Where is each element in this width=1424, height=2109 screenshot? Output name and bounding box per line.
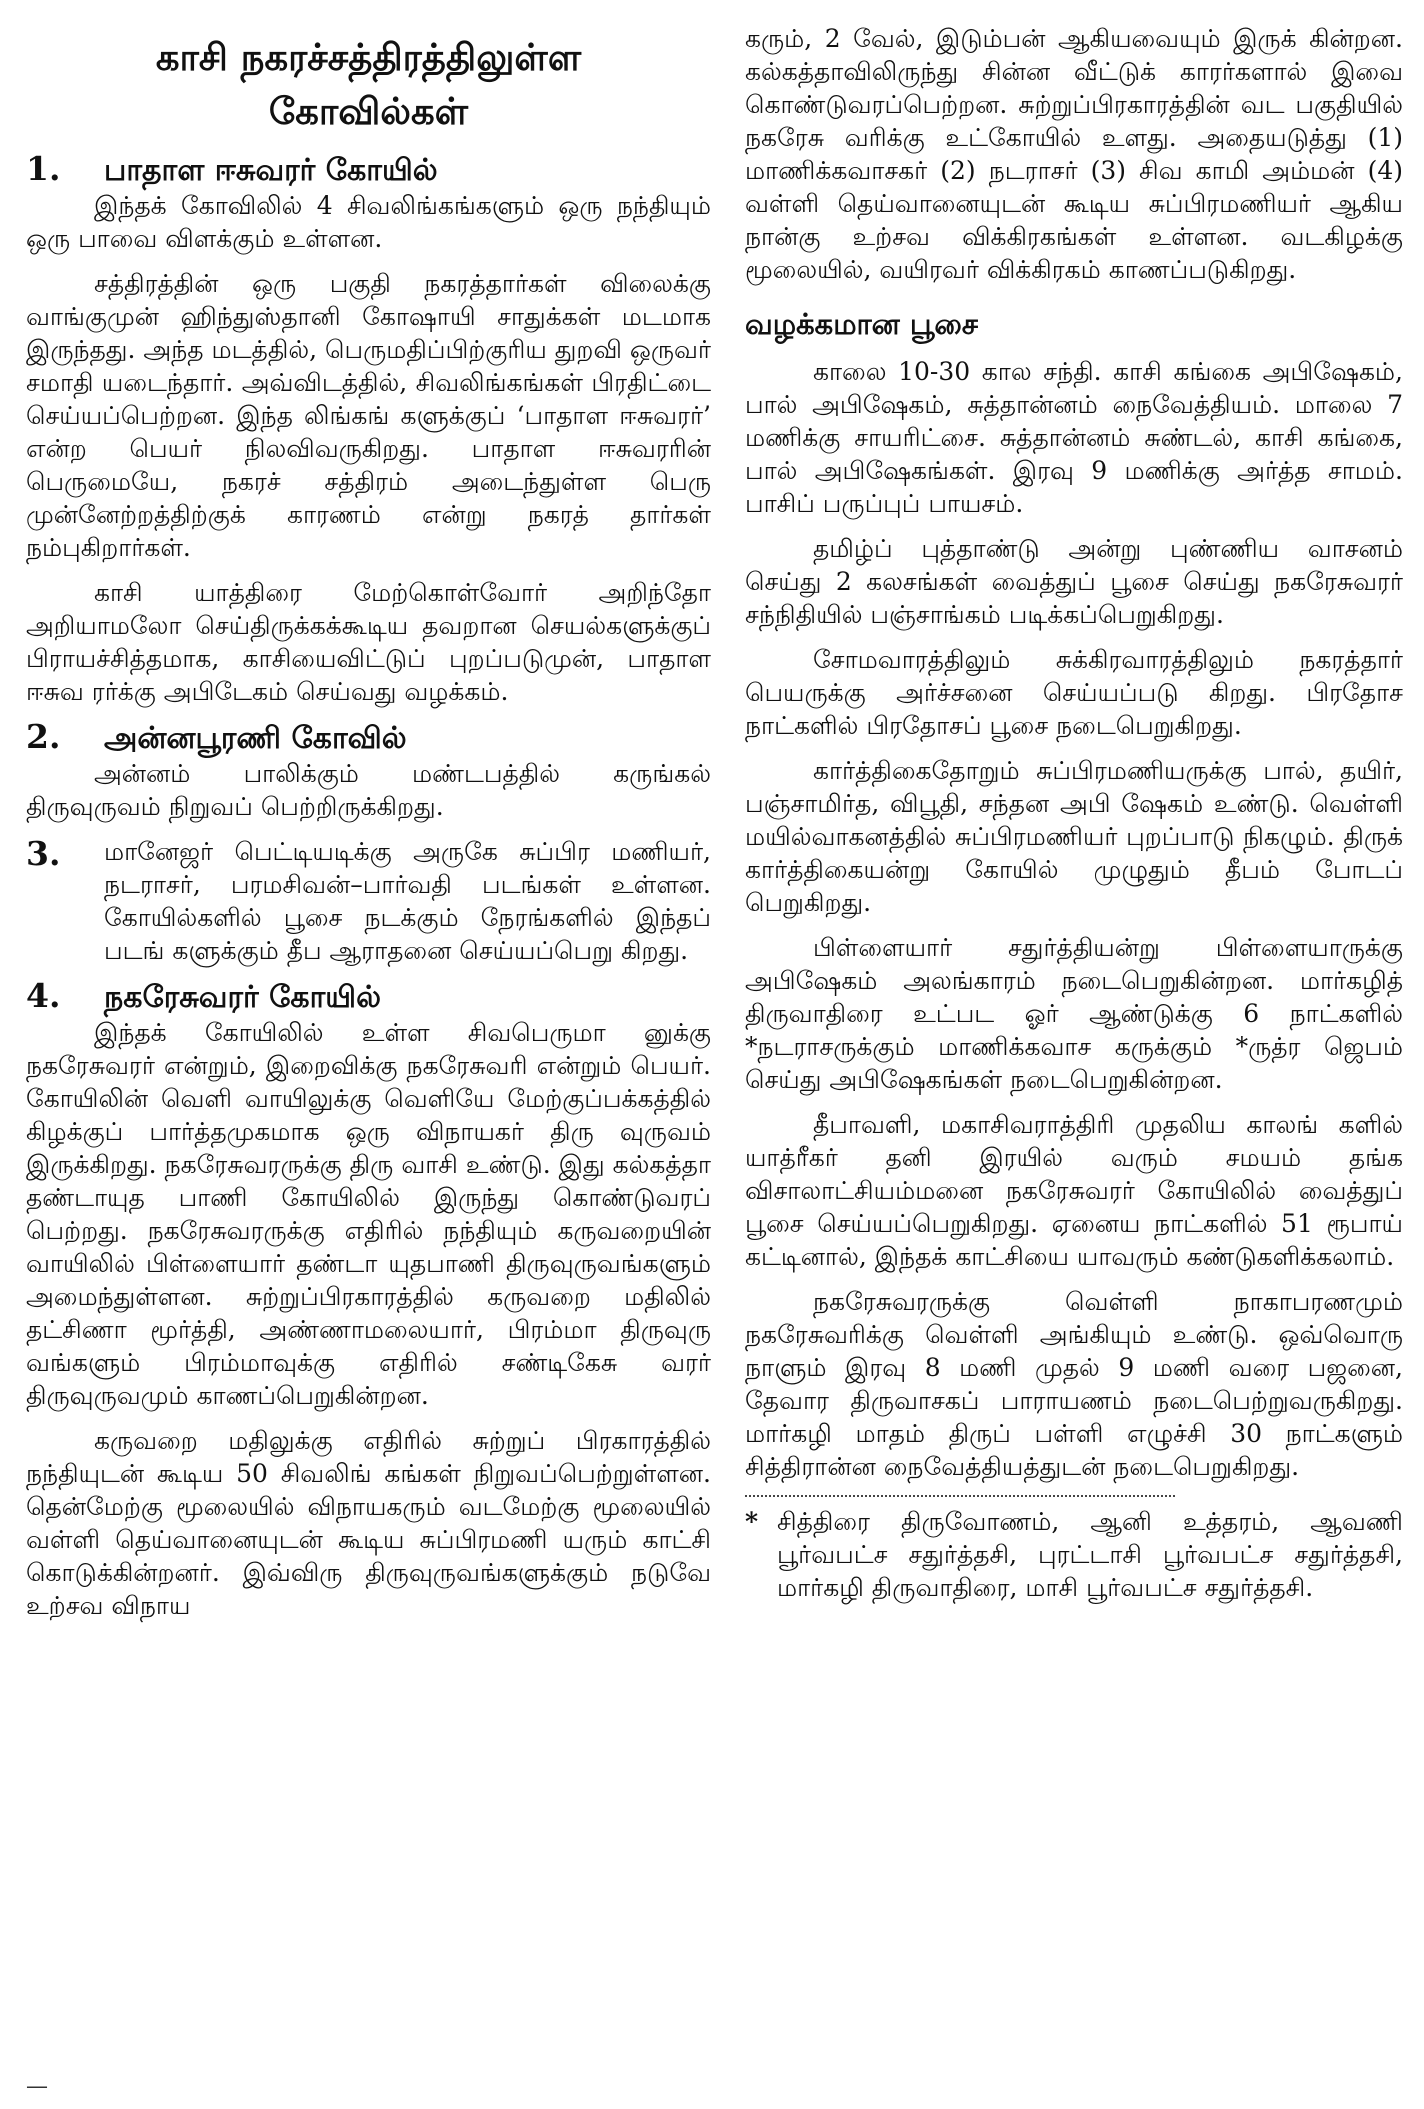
paragraph: கருவறை மதிலுக்கு எதிரில் சுற்றுப் பிரகாரத்தில் நந்தியுடன் கூடிய 50 சிவலிங் கங்கள் நிறுவப்பெற்றுள்ளன. தென்மேற்கு மூலையில் விநாயகரும் வடமேற்கு மூலையில் வள்ளி தெய்வானையுடன் கூடிய சுப்பிரமணி யரும் காட்சி கொடுக்கின்றனர். இவ்விரு திருவுருவங்களுக்கும் நடுவே உற்சவ விநாய [26, 1426, 711, 1620]
paragraph: காலை 10-30 கால சந்தி. காசி கங்கை அபிஷேகம், பால் அபிஷேகம், சுத்தான்னம் நைவேத்தியம். மாலை 7 மணிக்கு சாயரிட்சை. சுத்தான்னம் சுண்டல், காசி கங்கை, பால் அபிஷேகங்கள். இரவு 9 மணிக்கு அர்த்த சாமம். பாசிப் பருப்புப் பாயசம். [745, 357, 1403, 518]
page-title [26, 30, 711, 138]
paragraph: நகரேசுவரருக்கு வெள்ளி நாகாபரணமும் நகரேசுவரிக்கு வெள்ளி அங்கியும் உண்டு. ஒவ்வொரு நாளும் இரவு 8 மணி முதல் 9 மணி வரை பஜனை, தேவார திருவாசகப் பாராயணம் நடைபெற்றுவருகிறது. மார்கழி மாதம் திருப் பள்ளி எழுச்சி 30 நாட்களும் சித்திரான்ன நைவேத்தியத்துடன் நடைபெறுகிறது. [745, 1287, 1403, 1481]
paragraph: சத்திரத்தின் ஒரு பகுதி நகரத்தார்கள் விலைக்கு வாங்குமுன் ஹிந்துஸ்தானி கோஷாயி சாதுக்கள் மடமாக இருந்தது. அந்த மடத்தில், பெருமதிப்பிற்குரிய துறவி ஒருவர் சமாதி யடைந்தார். அவ்விடத்தில், சிவலிங்கங்கள் பிரதிட்டை செய்யப்பெற்றன. இந்த லிங்கங் களுக்குப் ‘பாதாள ஈசுவரர்’ என்ற பெயர் நிலவிவருகிறது. பாதாள ஈசுவரரின் பெருமையே, நகரச் சத்திரம் அடைந்துள்ள பெரு முன்னேற்றத்திற்குக் காரணம் என்று நகரத் தார்கள் நம்புகிறார்கள். [26, 269, 711, 562]
section-number: 1. [26, 149, 61, 188]
paragraph: மானேஜர் பெட்டியடிக்கு அருகே சுப்பிர மணியர், நடராசர், பரமசிவன்–பார்வதி படங்கள் உள்ளன. கோயில்களில் பூசை நடக்கும் நேரங்களில் இந்தப் படங் களுக்கும் தீப ஆராதனை செய்யப்பெறு கிறது. [104, 837, 711, 965]
footnote-divider [745, 1495, 1175, 1497]
footnote [745, 1505, 1403, 1604]
paragraph: காசி யாத்திரை மேற்கொள்வோர் அறிந்தோ அறியாமலோ செய்திருக்கக்கூடிய தவறான செயல்களுக்குப் பிராயச்சித்தமாக, காசியைவிட்டுப் புறப்படுமுன், பாதாள ஈசுவ ரர்க்கு அபிடேகம் செய்வது வழக்கம். [26, 578, 711, 706]
section-title: நகரேசுவரர் கோயில் [104, 980, 381, 1015]
subsection-heading: வழக்கமான பூசை [745, 307, 978, 341]
paragraph-continued: கரும், 2 வேல், இடும்பன் ஆகியவையும் இருக் கின்றன. கல்கத்தாவிலிருந்து சின்ன வீட்டுக் காரர்களால் இவை கொண்டுவரப்பெற்றன. சுற்றுப்பிரகாரத்தின் வட பகுதியில் நகரேசு வரிக்கு உட்கோயில் உளது. அதையடுத்து (1) மாணிக்கவாசகர் (2) நடராசர் (3) சிவ காமி அம்மன் (4) வள்ளி தெய்வானையுடன் கூடிய சுப்பிரமணியர் ஆகிய நான்கு உற்சவ விக்கிரகங்கள் உள்ளன. வடகிழக்கு மூலையில், வயிரவர் விக்கிரகம் காணப்படுகிறது. [745, 24, 1403, 284]
paragraph: பிள்ளையார் சதுர்த்தியன்று பிள்ளையாருக்கு அபிஷேகம் அலங்காரம் நடைபெறுகின்றன. மார்கழித் திருவாதிரை உட்பட ஓர் ஆண்டுக்கு 6 நாட்களில் *நடராசருக்கும் மாணிக்கவாச கருக்கும் *ருத்ர ஜெபம் செய்து அபிஷேகங்கள் நடைபெறுகின்றன. [745, 933, 1403, 1094]
left-column [26, 22, 711, 1634]
section-title: பாதாள ஈசுவரர் கோயில் [104, 153, 438, 188]
paragraph: கார்த்திகைதோறும் சுப்பிரமணியருக்கு பால், தயிர், பஞ்சாமிர்த, விபூதி, சந்தன அபி ஷேகம் உண்டு. வெள்ளி மயில்வாகனத்தில் சுப்பிரமணியர் புறப்பாடு நிகழும். திருக் கார்த்திகையன்று கோயில் முழுதும் தீபம் போடப் பெறுகிறது. [745, 756, 1403, 917]
footnote-text: சித்திரை திருவோணம், ஆனி உத்தரம், ஆவணி பூர்வபட்ச சதுர்த்தசி, புரட்டாசி பூர்வபட்ச சதுர்த்தசி, மார்கழி திருவாதிரை, மாசி பூர்வபட்ச சதுர்த்தசி. [777, 1507, 1403, 1602]
paragraph: இந்தக் கோவிலில் 4 சிவலிங்கங்களும் ஒரு நந்தியும் ஒரு பாவை விளக்கும் உள்ளன. [26, 191, 711, 253]
page-edge-mark: — [26, 2074, 48, 2099]
title-line-2: கோவில்கள் [268, 89, 469, 133]
paragraph: தீபாவளி, மகாசிவராத்திரி முதலிய காலங் களில் யாத்ரீகர் தனி இரயில் வரும் சமயம் தங்க விசாலாட்சியம்மனை நகரேசுவரர் கோயிலில் வைத்துப் பூசை செய்யப்பெறுகிறது. ஏனைய நாட்களில் 51 ரூபாய் கட்டினால், இந்தக் காட்சியை யாவரும் கண்டுகளிக்கலாம். [745, 1110, 1403, 1271]
section-3 [26, 835, 711, 967]
section-number: 4. [26, 976, 61, 1015]
paragraph: சோமவாரத்திலும் சுக்கிரவாரத்திலும் நகரத்தார் பெயருக்கு அர்ச்சனை செய்யப்படு கிறது. பிரதோச நாட்களில் பிரதோசப் பூசை நடைபெறுகிறது. [745, 645, 1403, 740]
two-column-body [26, 22, 1402, 1634]
section-number: 3. [26, 834, 61, 873]
paragraph: தமிழ்ப் புத்தாண்டு அன்று புண்ணிய வாசனம் செய்து 2 கலசங்கள் வைத்துப் பூசை செய்து நகரேசுவரர் சந்நிதியில் பஞ்சாங்கம் படிக்கப்பெறுகிறது. [745, 534, 1403, 629]
section-4-heading [26, 976, 711, 1015]
paragraph: அன்னம் பாலிக்கும் மண்டபத்தில் கருங்கல் திருவுருவம் நிறுவப் பெற்றிருக்கிறது. [26, 759, 711, 821]
footnote-marker: * [745, 1507, 759, 1536]
section-title: அன்னபூரணி கோவில் [104, 721, 407, 756]
paragraph: இந்தக் கோயிலில் உள்ள சிவபெருமா னுக்கு நகரேசுவரர் என்றும், இறைவிக்கு நகரேசுவரி என்றும் பெயர். கோயிலின் வெளி வாயிலுக்கு வெளியே மேற்குப்பக்கத்தில் கிழக்குப் பார்த்தமுகமாக ஒரு விநாயகர் திரு வுருவம் இருக்கிறது. நகரேசுவரருக்கு திரு வாசி உண்டு. இது கல்கத்தா தண்டாயுத பாணி கோயிலில் இருந்து கொண்டுவரப் பெற்றது. நகரேசுவரருக்கு எதிரில் நந்தியும் கருவறையின் வாயிலில் பிள்ளையார் தண்டா யுதபாணி திருவுருவங்களும் அமைந்துள்ளன. சுற்றுப்பிரகாரத்தில் கருவறை மதிலில் தட்சிணா மூர்த்தி, அண்ணாமலையார், பிரம்மா திருவுரு வங்களும் பிரம்மாவுக்கு எதிரில் சண்டிகேசு வரர் திருவுருவமும் காணப்பெறுகின்றன. [26, 1018, 711, 1410]
right-column [745, 22, 1403, 1604]
section-2-heading [26, 717, 711, 756]
section-number: 2. [26, 717, 61, 756]
title-line-1: காசி நகரச்சத்திரத்திலுள்ள [155, 35, 582, 79]
section-1-heading [26, 149, 711, 188]
